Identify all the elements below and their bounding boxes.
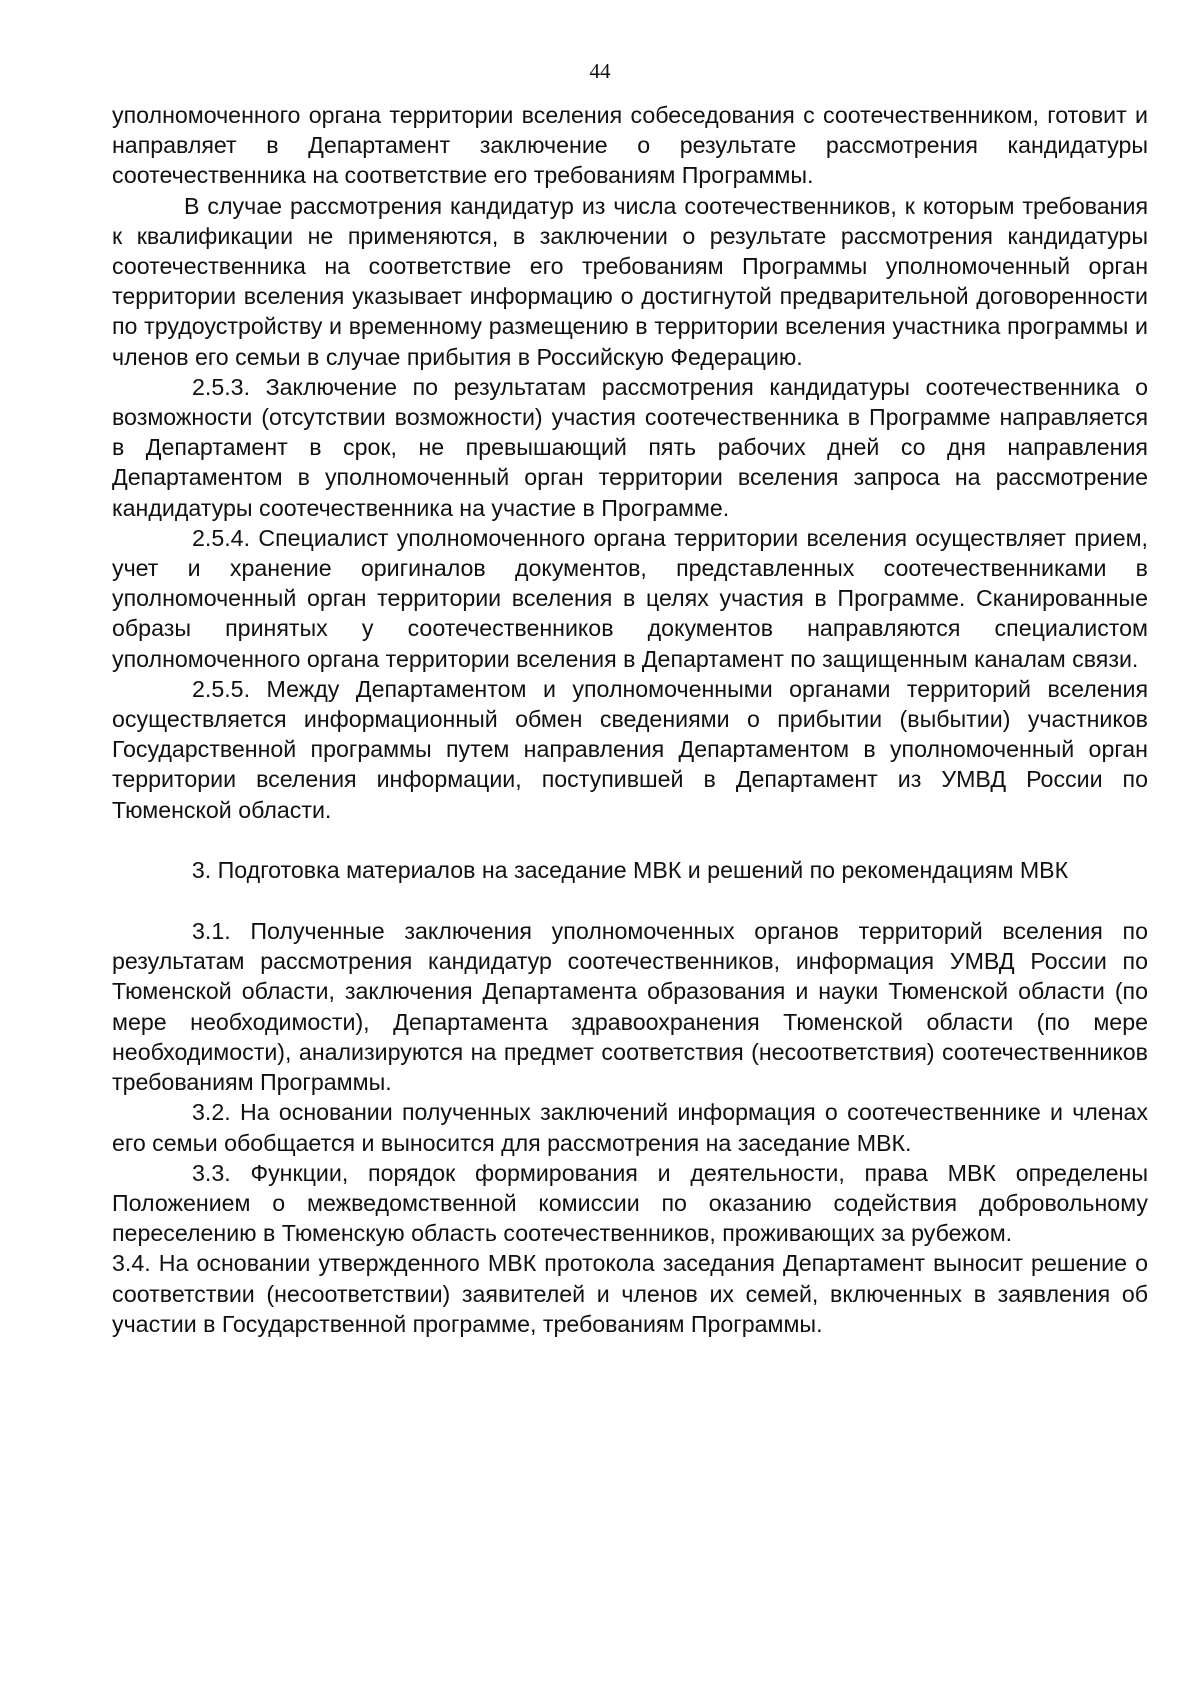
paragraph-2-5-4: 2.5.4. Специалист уполномоченного органа территории вселения осуществляет прием, учет и хранение оригиналов документов, представленных соотечественниками в уполномоченный орган территории вселения в целях участия в Программе. Сканированные образы принятых у соотечественников документов направляются специалистом уполномоченного органа территории вселения в Департамент по защищенным каналам связи.	[112, 524, 1148, 672]
paragraph-candidates-without-qualification: В случае рассмотрения кандидатур из числа соотечественников, к которым требования к квалификации не применяются, в заключении о результате рассмотрения кандидатуры соотечественника на соответствие его требованиям Программы уполномоченный орган территории вселения указывает информацию о достигнутой предварительной договоренности по трудоустройству и временному размещению в территории вселения участника программы и членов его семьи в случае прибытия в Российскую Федерацию.	[112, 192, 1148, 370]
document-body	[112, 100, 1148, 1339]
paragraph-2-5-3: 2.5.3. Заключение по результатам рассмотрения кандидатуры соотечественника о возможности (отсутствии возможности) участия соотечественника в Программе направляется в Департамент в срок, не превышающий пять рабочих дней со дня направления Департаментом в уполномоченный орган территории вселения запроса на рассмотрение кандидатуры соотечественника на участие в Программе.	[112, 373, 1148, 521]
paragraph-3-1: 3.1. Полученные заключения уполномоченных органов территорий вселения по результатам рассмотрения кандидатур соотечественников, информация УМВД России по Тюменской области, заключения Департамента образования и науки Тюменской области (по мере необходимости), Департамента здравоохранения Тюменской области (по мере необходимости), анализируются на предмет соответствия (несоответствия) соотечественников требованиям Программы.	[112, 918, 1148, 1096]
page-number: 44	[589, 59, 611, 83]
paragraph-3-4: 3.4. На основании утвержденного МВК протокола заседания Департамент выносит решение о соответствии (несоответствии) заявителей и членов их семей, включенных в заявления об участии в Государственной программе, требованиям Программы.	[112, 1250, 1148, 1337]
paragraph-3-2: 3.2. На основании полученных заключений информация о соотечественнике и членах его семьи обобщается и выносится для рассмотрения на заседание МВК.	[112, 1099, 1148, 1156]
paragraph-continuation: уполномоченного органа территории вселения собеседования с соотечественником, готовит и направляет в Департамент заключение о результате рассмотрения кандидатуры соотечественника на соответствие его требованиям Программы.	[112, 102, 1148, 189]
paragraph-3-3: 3.3. Функции, порядок формирования и деятельности, права МВК определены Положением о межведомственной комиссии по оказанию содействия добровольному переселению в Тюменскую область соотечественников, проживающих за рубежом.	[112, 1159, 1148, 1247]
paragraph-2-5-5: 2.5.5. Между Департаментом и уполномоченными органами территорий вселения осуществляется информационный обмен сведениями о прибытии (выбытии) участников Государственной программы путем направления Департаментом в уполномоченный орган территории вселения информации, поступившей в Департамент из УМВД России по Тюменской области.	[112, 675, 1148, 823]
section-heading-3: 3. Подготовка материалов на заседание МВК и решений по рекомендациям МВК	[191, 856, 1069, 883]
